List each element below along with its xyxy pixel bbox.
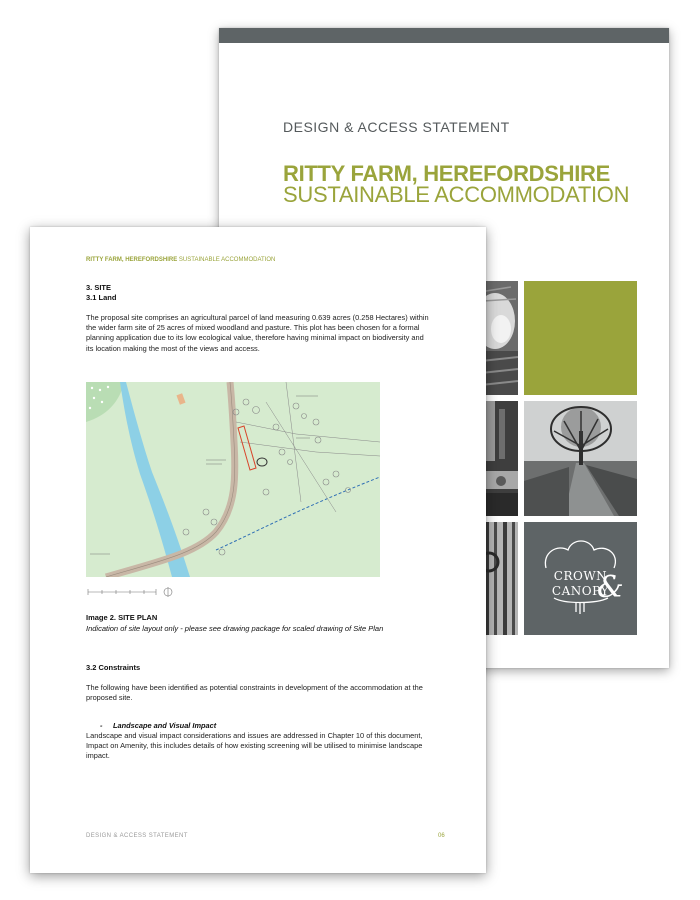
site-plan-map (86, 382, 380, 577)
running-header-subtitle: SUSTAINABLE ACCOMMODATION (178, 257, 276, 263)
logo-word-crown: CROWN (553, 569, 608, 583)
photo-tile-dry-stone (481, 281, 518, 395)
photo-tile-railings (481, 522, 518, 635)
constraints-paragraph: The following have been identified as potential constraints in development of the accommodation at the proposed site. (86, 683, 423, 703)
subsection-heading-land: 3.1 Land (86, 293, 117, 302)
bullet-dash: - (100, 721, 103, 730)
photo-tile-wood (481, 401, 518, 516)
image-caption-note: Indication of site layout only - please see drawing package for scaled drawing of Site Plan (86, 624, 384, 633)
bullet-title: Landscape and Visual Impact (113, 721, 217, 730)
section-heading: 3. SITE (86, 283, 112, 292)
map-scale-bar (86, 586, 176, 598)
running-header (86, 257, 275, 263)
accent-color-tile (524, 281, 637, 395)
cover-kicker: DESIGN & ACCESS STATEMENT (283, 119, 510, 135)
cover-subtitle: SUSTAINABLE ACCOMMODATION (283, 182, 630, 207)
logo-ampersand: & (597, 570, 624, 605)
land-paragraph: The proposal site comprises an agricultural parcel of land measuring 0.639 acres (0.258 Hectares) within the wider farm site of 25 acres of mixed woodland and pasture. This plot has been chosen for a formal planning application due to its low ecological value, therefore having minimal impact on biodiversity and its location making the most of the views and access. (86, 313, 429, 353)
crown-canopy-logo (524, 522, 637, 635)
photo-tile-tree-lane (524, 401, 637, 516)
subsection-heading-constraints: 3.2 Constraints (86, 663, 141, 672)
running-header-title: RITTY FARM, HEREFORDSHIRE (86, 257, 178, 263)
bullet-landscape (100, 721, 216, 730)
page-number: 06 (438, 833, 445, 839)
cover-title: RITTY FARM, HEREFORDSHIRE (283, 161, 611, 186)
cover-top-bar (219, 28, 669, 43)
footer-title: DESIGN & ACCESS STATEMENT (86, 833, 188, 839)
document-page (30, 227, 486, 873)
landscape-paragraph: Landscape and visual impact considerations and issues are addressed in Chapter 10 of this document, Impact on Amenity, this includes details of how existing screening will be utilised to minimise landscape impact. (86, 731, 423, 761)
logo-word-canopy: CANOPY (551, 584, 610, 598)
image-caption-title: Image 2. SITE PLAN (86, 613, 158, 622)
